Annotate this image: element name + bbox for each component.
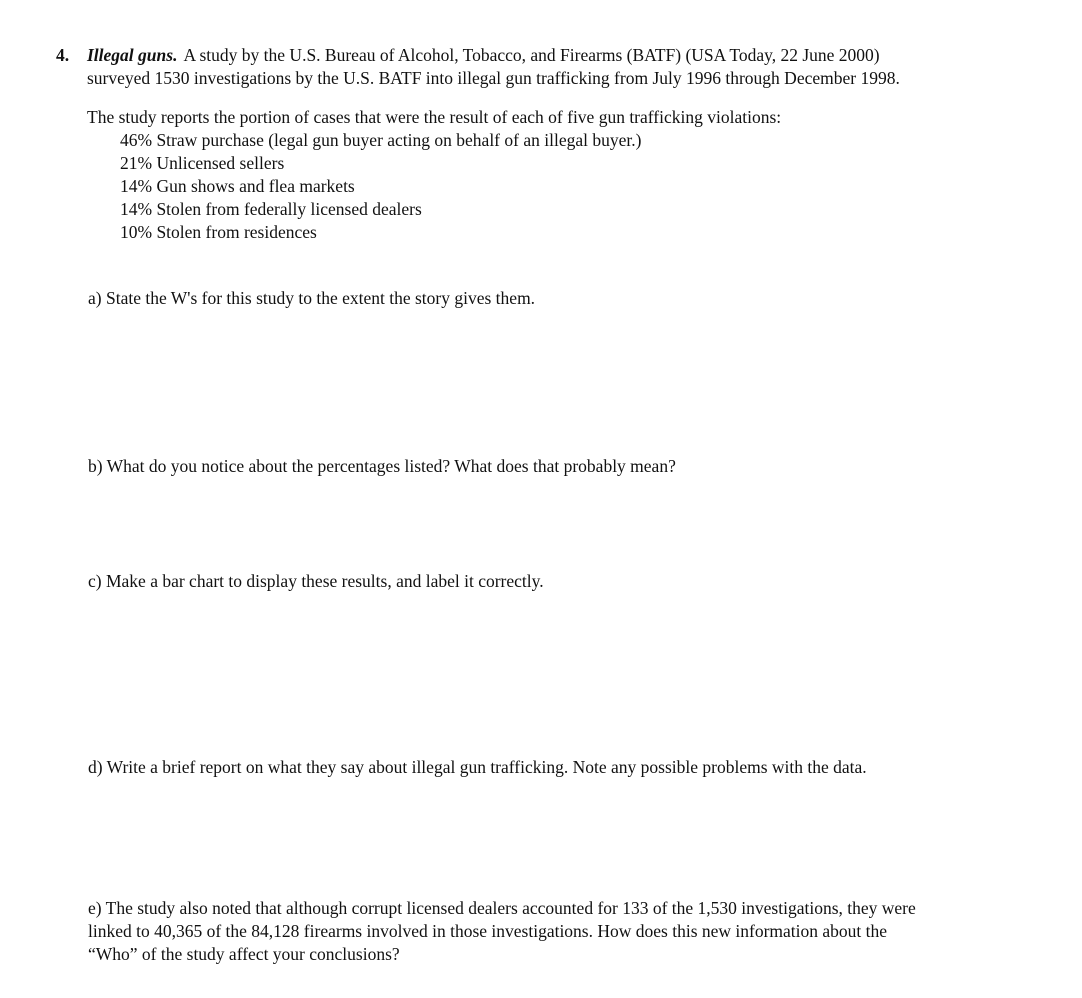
violation-item: 46% Straw purchase (legal gun buyer acting on behalf of an illegal buyer.) (120, 130, 642, 150)
problem-lead-line2: surveyed 1530 investigations by the U.S. BATF into illegal gun trafficking from July 1996 through December 1998. (87, 68, 900, 88)
violation-item: 14% Stolen from federally licensed dealers (120, 199, 422, 219)
violation-item: 10% Stolen from residences (120, 222, 317, 242)
question-d: d) Write a brief report on what they say about illegal gun trafficking. Note any possible problems with the data. (88, 757, 867, 777)
problem-4 (56, 44, 1066, 244)
question-e (88, 897, 1068, 966)
question-b: b) What do you notice about the percentages listed? What does that probably mean? (88, 456, 676, 476)
violation-item: 14% Gun shows and flea markets (120, 176, 355, 196)
question-e-line3: “Who” of the study affect your conclusions? (88, 944, 400, 964)
problem-header (56, 44, 1066, 67)
question-c: c) Make a bar chart to display these results, and label it correctly. (88, 571, 544, 591)
question-e-line2: linked to 40,365 of the 84,128 firearms involved in those investigations. How does this new information about the (88, 921, 888, 941)
violation-list (56, 129, 1066, 244)
problem-number: 4. (56, 45, 70, 65)
problem-title: Illegal guns. (87, 45, 178, 65)
problem-lead-line1: A study by the U.S. Bureau of Alcohol, Tobacco, and Firearms (BATF) (USA Today, 22 June 2000) (183, 45, 880, 65)
violation-item: 21% Unlicensed sellers (120, 153, 285, 173)
problem-intro: The study reports the portion of cases that were the result of each of five gun trafficking violations: (87, 107, 782, 127)
question-e-line1: e) The study also noted that although corrupt licensed dealers accounted for 133 of the 1,530 investigations, they were (88, 898, 916, 918)
question-a: a) State the W's for this study to the extent the story gives them. (88, 288, 536, 308)
